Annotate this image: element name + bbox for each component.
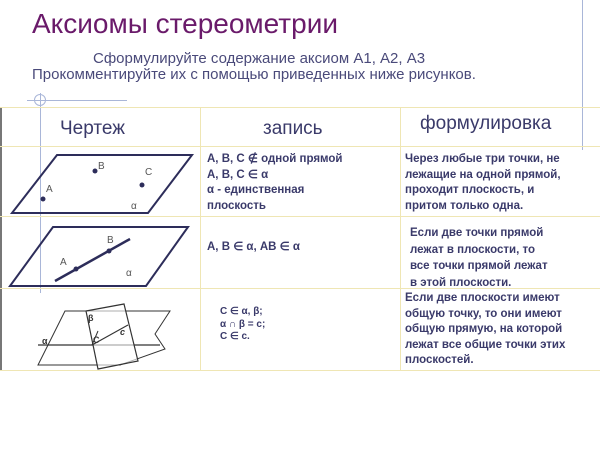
statement-line: Через любые три точки, не: [405, 153, 560, 165]
label-alpha: α: [126, 268, 132, 279]
statement-line: проходит плоскость, и: [405, 184, 535, 196]
label-beta: β: [88, 313, 94, 323]
slide-title: Аксиомы стереометрии: [32, 8, 338, 39]
statement-line: лежат все общие точки этих: [405, 338, 566, 351]
label-a: A: [46, 184, 53, 195]
header-statement: формулировка: [420, 113, 552, 134]
header-record: запись: [263, 118, 323, 139]
statement-line: притом только одна.: [405, 199, 524, 212]
point-b: [107, 249, 112, 254]
subtitle-line-2: Прокомментируйте их с помощью приведенных ниже рисунков.: [32, 66, 476, 83]
label-line-c: c: [120, 327, 126, 337]
axioms-table: [0, 107, 600, 371]
statement-line: Если две точки прямой: [410, 227, 544, 239]
label-b: B: [107, 235, 114, 246]
record-axiom-2: [207, 240, 300, 256]
point-c: [140, 183, 145, 188]
record-line: С ∈ с.: [220, 331, 250, 342]
record-line: плоскость: [207, 199, 266, 212]
record-line: А, В ∈ α, АВ ∈ α: [207, 241, 300, 253]
header-drawing: Чертеж: [60, 118, 125, 139]
record-line: α - единственная: [207, 184, 305, 196]
label-alpha: α: [42, 336, 48, 346]
statement-axiom-2: [410, 225, 548, 291]
record-line: А, В, С ∉ одной прямой: [207, 153, 343, 165]
statement-line: общую прямую, на которой: [405, 323, 563, 335]
statement-line: Если две плоскости имеют: [405, 292, 560, 304]
point-a: [74, 267, 79, 272]
record-axiom-1: [207, 152, 343, 214]
label-point-c: C: [93, 335, 100, 345]
subtitle-line-1: Сформулируйте содержание аксиом А1, А2, А3: [93, 50, 426, 67]
statement-axiom-1: [405, 152, 561, 214]
guide-marker: [34, 94, 46, 106]
label-a: A: [60, 257, 67, 268]
point-b: [93, 169, 98, 174]
point-a: [41, 197, 46, 202]
label-b: B: [98, 161, 105, 172]
statement-line: все точки прямой лежат: [410, 260, 548, 272]
label-c: C: [145, 167, 153, 178]
statement-line: лежащие на одной прямой,: [405, 168, 561, 181]
statement-line: лежат в плоскости, то: [410, 243, 536, 256]
statement-axiom-3: [405, 291, 565, 369]
statement-line: плоскостей.: [405, 354, 474, 366]
drawing-line-in-plane: [0, 217, 200, 289]
record-axiom-3: [220, 306, 265, 344]
record-line: А, В, С ∈ α: [207, 168, 269, 181]
record-line: α ∩ β = с;: [220, 318, 266, 330]
drawing-intersecting-planes: [0, 289, 200, 371]
label-alpha: α: [131, 201, 137, 212]
statement-line: общую точку, то они имеют: [405, 307, 562, 320]
drawing-three-points: [0, 147, 200, 217]
record-line: С ∈ α, β;: [220, 306, 263, 317]
statement-line: в этой плоскости.: [410, 276, 512, 289]
